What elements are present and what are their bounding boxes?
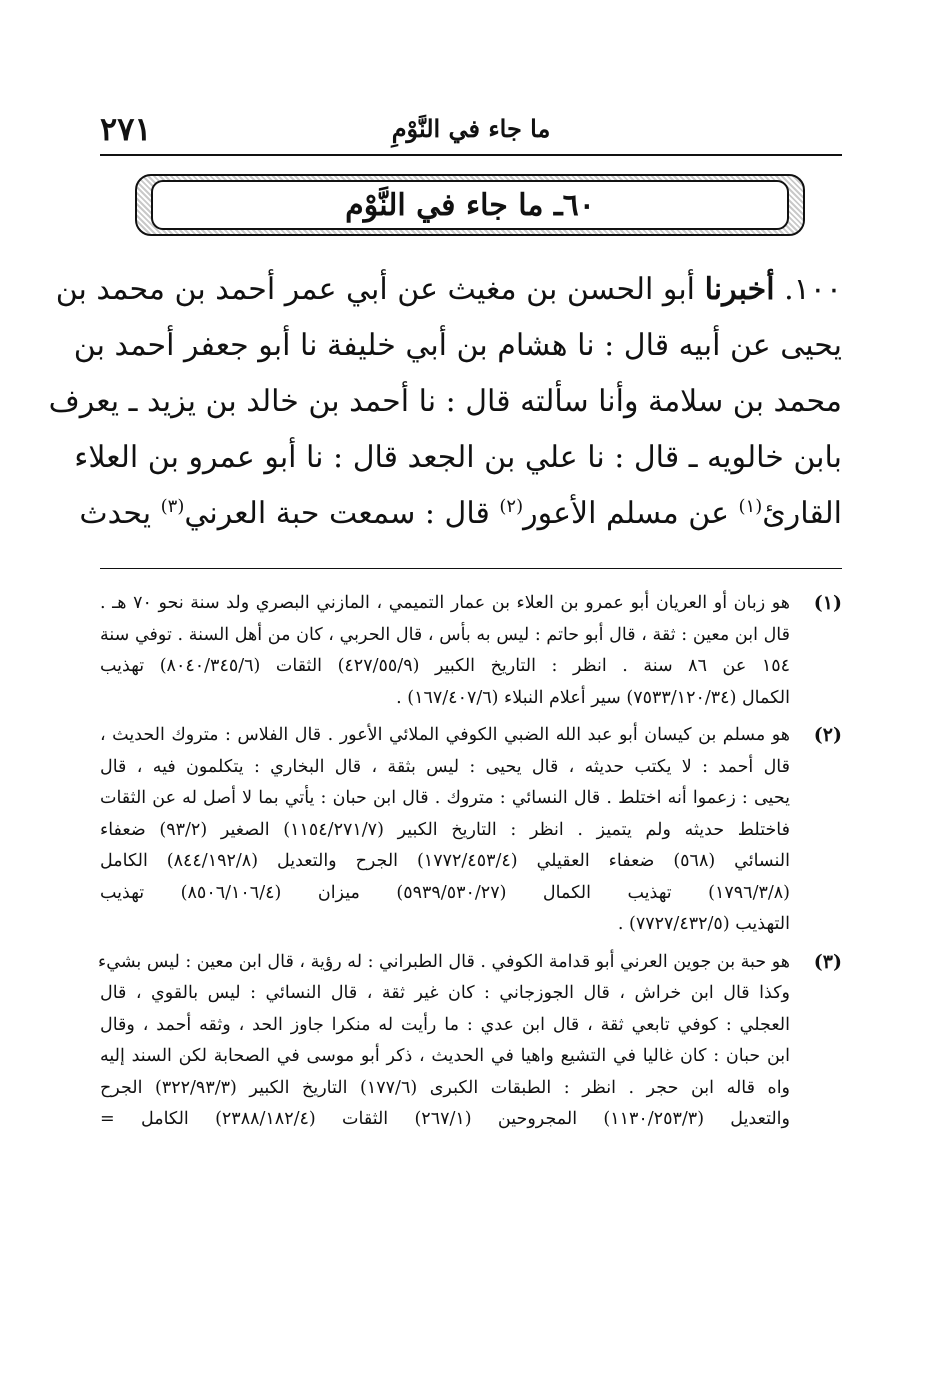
hadith-text-fragment: عن مسلم الأعور	[523, 496, 739, 531]
footnote-line: واه قاله ابن حجر . انظر : الطبقات الكبرى (١٧٧/٦) التاريخ الكبير (٣٢٢/٩٣/٣) الجرح	[100, 1077, 791, 1098]
footnote-line: (١٧٩٦/٣/٨) تهذيب الكمال (٥٩٣٩/٥٣٠/٢٧) ميزان (٨٥٠٦/١٠٦/٤) تهذيب	[100, 882, 790, 903]
footnote-line: النسائي (٥٦٨) ضعفاء العقيلي (١٧٧٢/٤٥٣/٤) الجرح والتعديل (٨٤٤/١٩٢/٨) الكامل	[100, 851, 791, 871]
footnote-line: العجلي : كوفي تابعي ثقة ، قال ابن عدي : ما رأيت له منكرا جاوز الحد ، وثقه أحمد ، وقال	[100, 1014, 790, 1035]
footnote-line: التهذيب (٧٧٢٧/٤٣٢/٥) .	[617, 914, 790, 934]
footnote-line: هو زبان أو العريان أبو عمرو بن العلاء بن عمار التميمي ، المازني البصري ولد سنة نحو ٧٠ هـ .	[100, 593, 790, 613]
page-header	[100, 108, 842, 156]
footnote-3	[100, 947, 842, 1136]
lead-word: أخبرنا	[704, 272, 775, 307]
footnote-1	[100, 588, 842, 714]
footnote-line: الكمال (٧٥٣٣/١٢٠/٣٤) سير أعلام النبلاء (١٦٧/٤٠٧/٦) .	[396, 687, 790, 708]
footnote-ref-3[interactable]: (٣)	[160, 496, 185, 517]
hadith-text-fragment: يحدث	[79, 496, 161, 531]
hadith-line-2: يحيى عن أبيه قال : نا هشام بن أبي خليفة نا أبو جعفر أحمد بن	[73, 328, 842, 363]
footnote-line: هو مسلم بن كيسان أبو عبد الله الضبي الكوفي الملائي الأعور . قال الفلاس : متروك الحديث ،	[100, 725, 790, 745]
hadith-number: ١٠٠.	[784, 272, 842, 307]
footnote-line: يحيى : زعموا أنه اختلط . قال النسائي : متروك . قال ابن حبان : يأتي بما لا أصل له عن الثقات	[100, 788, 790, 808]
hadith-line-3: محمد بن سلامة وأنا سألته قال : نا أحمد بن خالد بن يزيد ـ يعرف	[48, 384, 842, 419]
chapter-title: ٦٠ـ ما جاء في النَّوْم	[345, 187, 595, 223]
footnote-number: (٢)	[813, 724, 842, 746]
footnote-line: ابن حبان : كان غاليا في التشيع واهيا في الحديث ، ذكر أبو موسى في الصحابة لكن السند إليه	[100, 1046, 790, 1066]
hadith-text-fragment: قال : سمعت حبة العرني	[184, 496, 500, 531]
hadith-text-fragment: القارئ	[762, 496, 842, 531]
hadith-line-4: بابن خالويه ـ قال : نا علي بن الجعد قال : نا أبو عمرو بن العلاء	[74, 440, 842, 475]
footnote-line: وكذا قال ابن خراش ، قال الجوزجاني : كان غير ثقة ، قال النسائي : ليس بالقوي ، قال	[100, 983, 790, 1003]
hadith-line-1	[55, 262, 842, 318]
footnote-line: قال أحمد : لا يكتب حديثه ، قال يحيى : ليس بثقة ، قال البخاري : يتكلمون فيه ، قال	[100, 756, 790, 777]
footnote-number: (٣)	[813, 950, 842, 973]
chapter-heading-frame	[135, 174, 805, 236]
footnote-line: فاختلط حديثه ولم يتميز . انظر : التاريخ الكبير (١١٥٤/٢٧١/٧) الصغير (٩٣/٢) ضعفاء	[100, 819, 791, 840]
hadith-line-5	[79, 486, 842, 542]
footnote-line: قال ابن معين : ثقة ، قال أبو حاتم : ليس به بأس ، قال الحربي ، كان من أهل السنة . توفي سنة	[100, 624, 790, 645]
footnote-number: (١)	[813, 592, 842, 614]
hadith-line-text: أبو الحسن بن مغيث عن أبي عمر أحمد بن محمد بن	[55, 272, 696, 307]
footnote-line: هو حبة بن جوين العرني أبو قدامة الكوفي . قال الطبراني : له رؤية ، قال ابن معين : ليس بشيء	[98, 951, 790, 972]
footnote-separator	[100, 568, 842, 569]
running-title: ما جاء في النَّوْمِ	[391, 114, 551, 143]
chapter-heading-box	[151, 180, 789, 230]
page-number: ٢٧١	[100, 110, 152, 148]
footnote-2	[100, 720, 842, 941]
footnote-ref-1[interactable]: (١)	[738, 496, 763, 517]
footnote-line: ١٥٤ عن ٨٦ سنة . انظر : التاريخ الكبير (٤٢٧/٥٥/٩) الثقات (٨٠٤٠/٣٤٥/٦) تهذيب	[100, 656, 791, 676]
footnote-ref-2[interactable]: (٢)	[499, 496, 524, 517]
hadith-text	[48, 262, 842, 542]
footnote-line: والتعديل (١١٣٠/٢٥٣/٣) المجروحين (٢٦٧/١) الثقات (٢٣٨٨/١٨٢/٤) الكامل =	[100, 1109, 790, 1129]
footnotes	[100, 588, 842, 1142]
